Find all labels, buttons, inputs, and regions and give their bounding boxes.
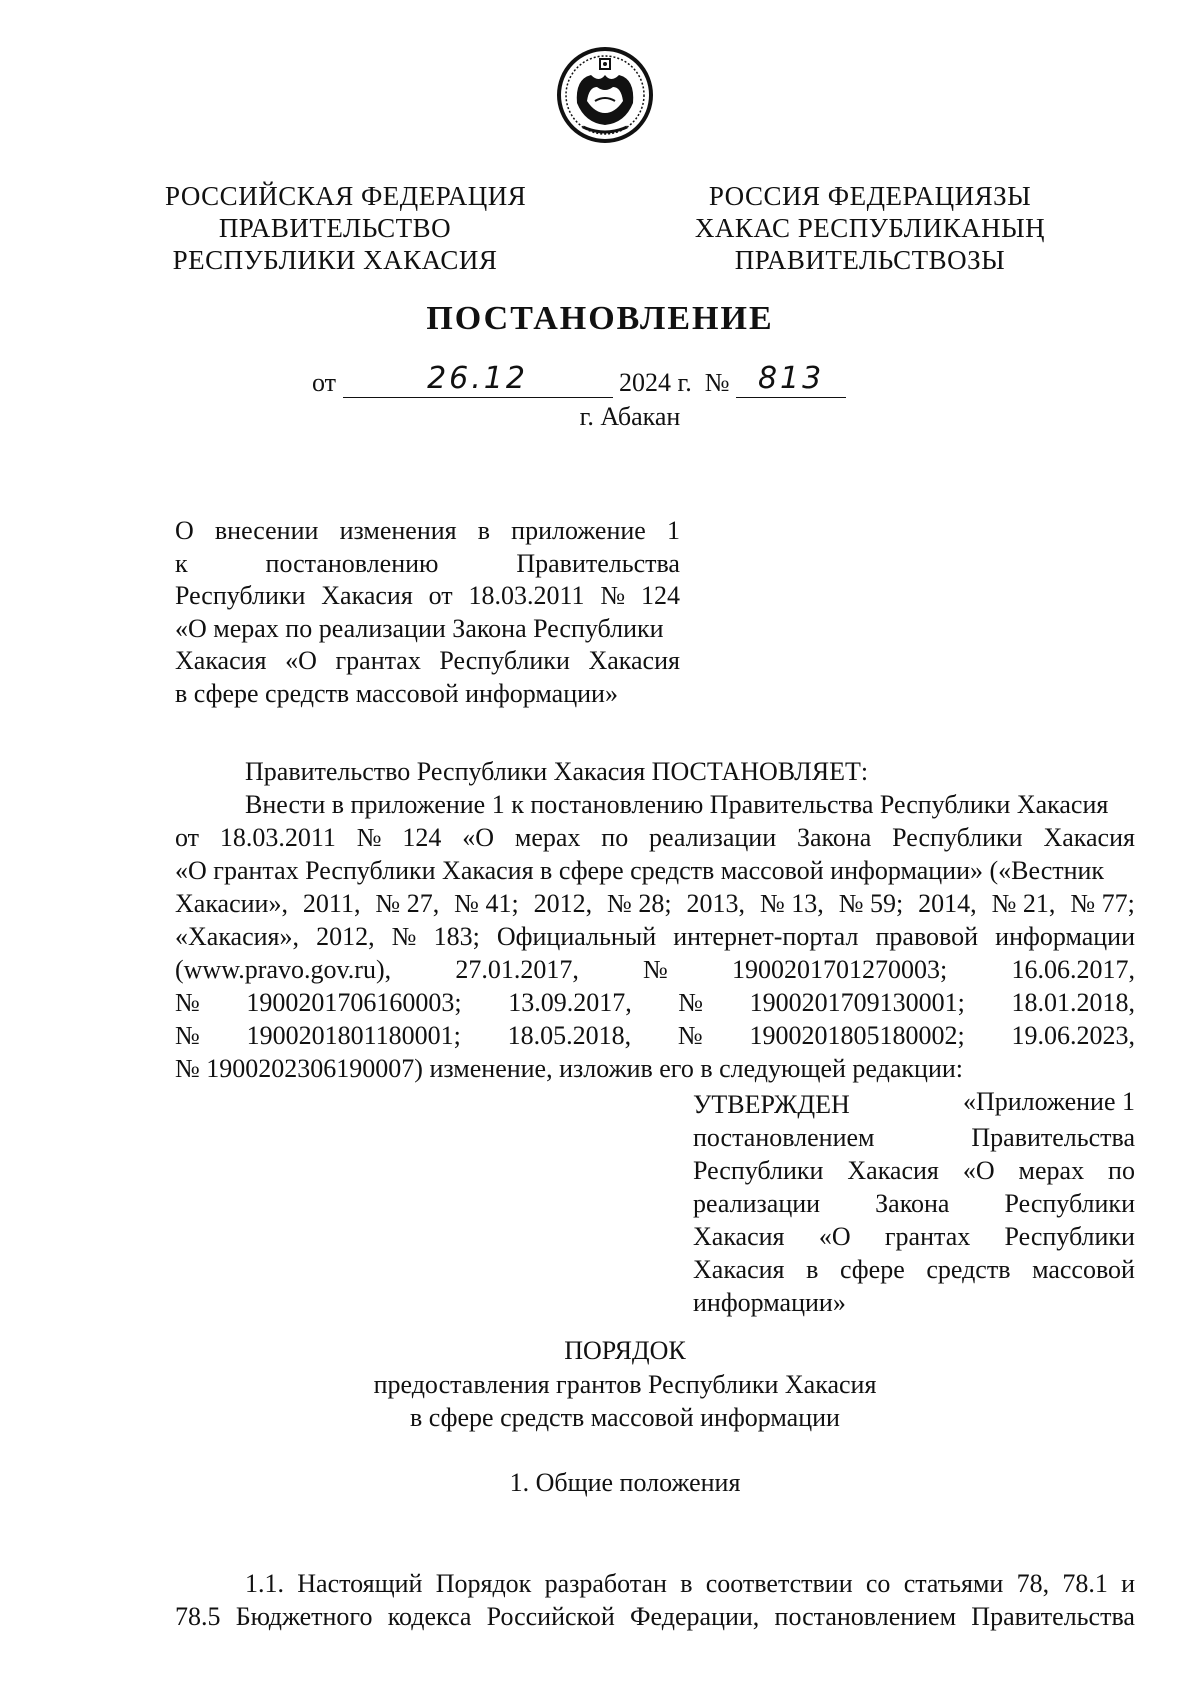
subject-block: [175, 515, 680, 710]
subject-line: в сфере средств массовой информации»: [175, 678, 618, 708]
approval-line: Хакасия «О грантах Республики: [693, 1222, 1135, 1251]
city: г. Абакан: [579, 402, 681, 431]
handwritten-number: 813: [757, 361, 825, 396]
para-line: 1.1. Настоящий Порядок разработан в соответствии со статьями 78, 78.1 и: [245, 1569, 1135, 1598]
order-subtitle: в сфере средств массовой информации: [410, 1403, 840, 1432]
header-right: [690, 180, 1050, 276]
header-right-line: ХАКАС РЕСПУБЛИКАНЫҢ: [694, 213, 1046, 243]
header-left-line: ПРАВИТЕЛЬСТВО: [218, 213, 452, 243]
approval-block: [693, 1088, 1135, 1319]
para-line: Хакасии», 2011, № 27, № 41; 2012, № 28; 2013, № 13, № 59; 2014, № 21, № 77;: [175, 889, 1135, 918]
approval-line: Хакасия в сфере средств массовой: [693, 1255, 1135, 1284]
decree-line: Правительство Республики Хакасия ПОСТАНОВЛЯЕТ:: [245, 757, 869, 786]
para-line: № 1900201706160003; 13.09.2017, № 1900201709130001; 18.01.2018,: [175, 988, 1135, 1017]
approval-line: постановлением Правительства: [693, 1123, 1135, 1152]
date-year: 2024 г.: [619, 368, 692, 397]
paragraph-1-1: [175, 1567, 1135, 1633]
subject-line: О внесении изменения в приложение 1: [175, 516, 680, 545]
approval-line: информации»: [693, 1288, 846, 1317]
order-title: ПОРЯДОК: [564, 1336, 686, 1365]
number-sign: №: [704, 368, 730, 397]
document-title: ПОСТАНОВЛЕНИЕ: [426, 300, 774, 337]
date-prefix: от: [312, 368, 337, 397]
appendix-label: «Приложение 1: [962, 1087, 1135, 1116]
date-blank: [343, 361, 613, 398]
approval-head: УТВЕРЖДЕН: [693, 1090, 850, 1119]
date-line: [312, 361, 846, 398]
subject-line: «О мерах по реализации Закона Республики: [175, 613, 664, 643]
header-left-line: РЕСПУБЛИКИ ХАКАСИЯ: [172, 245, 498, 275]
para-line: от 18.03.2011 № 124 «О мерах по реализации Закона Республики Хакасия: [175, 823, 1135, 852]
body-text: [175, 755, 1135, 1118]
section-heading: 1. Общие положения: [509, 1468, 741, 1497]
subject-line: к постановлению Правительства: [175, 548, 680, 578]
approval-line: Республики Хакасия «О мерах по: [693, 1156, 1135, 1185]
number-blank: [736, 361, 846, 398]
subject-line: Республики Хакасия от 18.03.2011 № 124: [175, 581, 680, 610]
order-subtitle: предоставления грантов Республики Хакасия: [373, 1370, 877, 1399]
para-line: «Хакасия», 2012, № 183; Официальный интернет-портал правовой информации: [175, 922, 1135, 951]
para-line: (www.pravo.gov.ru), 27.01.2017, № 1900201701270003; 16.06.2017,: [175, 955, 1135, 984]
para-line: «О грантах Республики Хакасия в сфере средств массовой информации» («Вестник: [175, 856, 1105, 885]
para-line: Внести в приложение 1 к постановлению Правительства Республики Хакасия: [245, 790, 1109, 819]
header-left-line: РОССИЙСКАЯ ФЕДЕРАЦИЯ: [165, 181, 527, 211]
header-right-line: ПРАВИТЕЛЬСТВОЗЫ: [734, 245, 1006, 275]
subject-line: Хакасия «О грантах Республики Хакасия: [175, 646, 680, 675]
header-left: [165, 180, 527, 276]
handwritten-date: 26.12: [427, 361, 528, 396]
para-line: № 1900202306190007) изменение, изложив его в следующей редакции:: [175, 1054, 963, 1083]
header-right-line: РОССИЯ ФЕДЕРАЦИЯЗЫ: [708, 181, 1032, 211]
para-line: 78.5 Бюджетного кодекса Российской Федерации, постановлением Правительства: [175, 1602, 1135, 1631]
approval-line: реализации Закона Республики: [693, 1189, 1135, 1218]
para-line: № 1900201801180001; 18.05.2018, № 1900201805180002; 19.06.2023,: [175, 1021, 1135, 1050]
coat-of-arms-emblem: [555, 45, 655, 145]
